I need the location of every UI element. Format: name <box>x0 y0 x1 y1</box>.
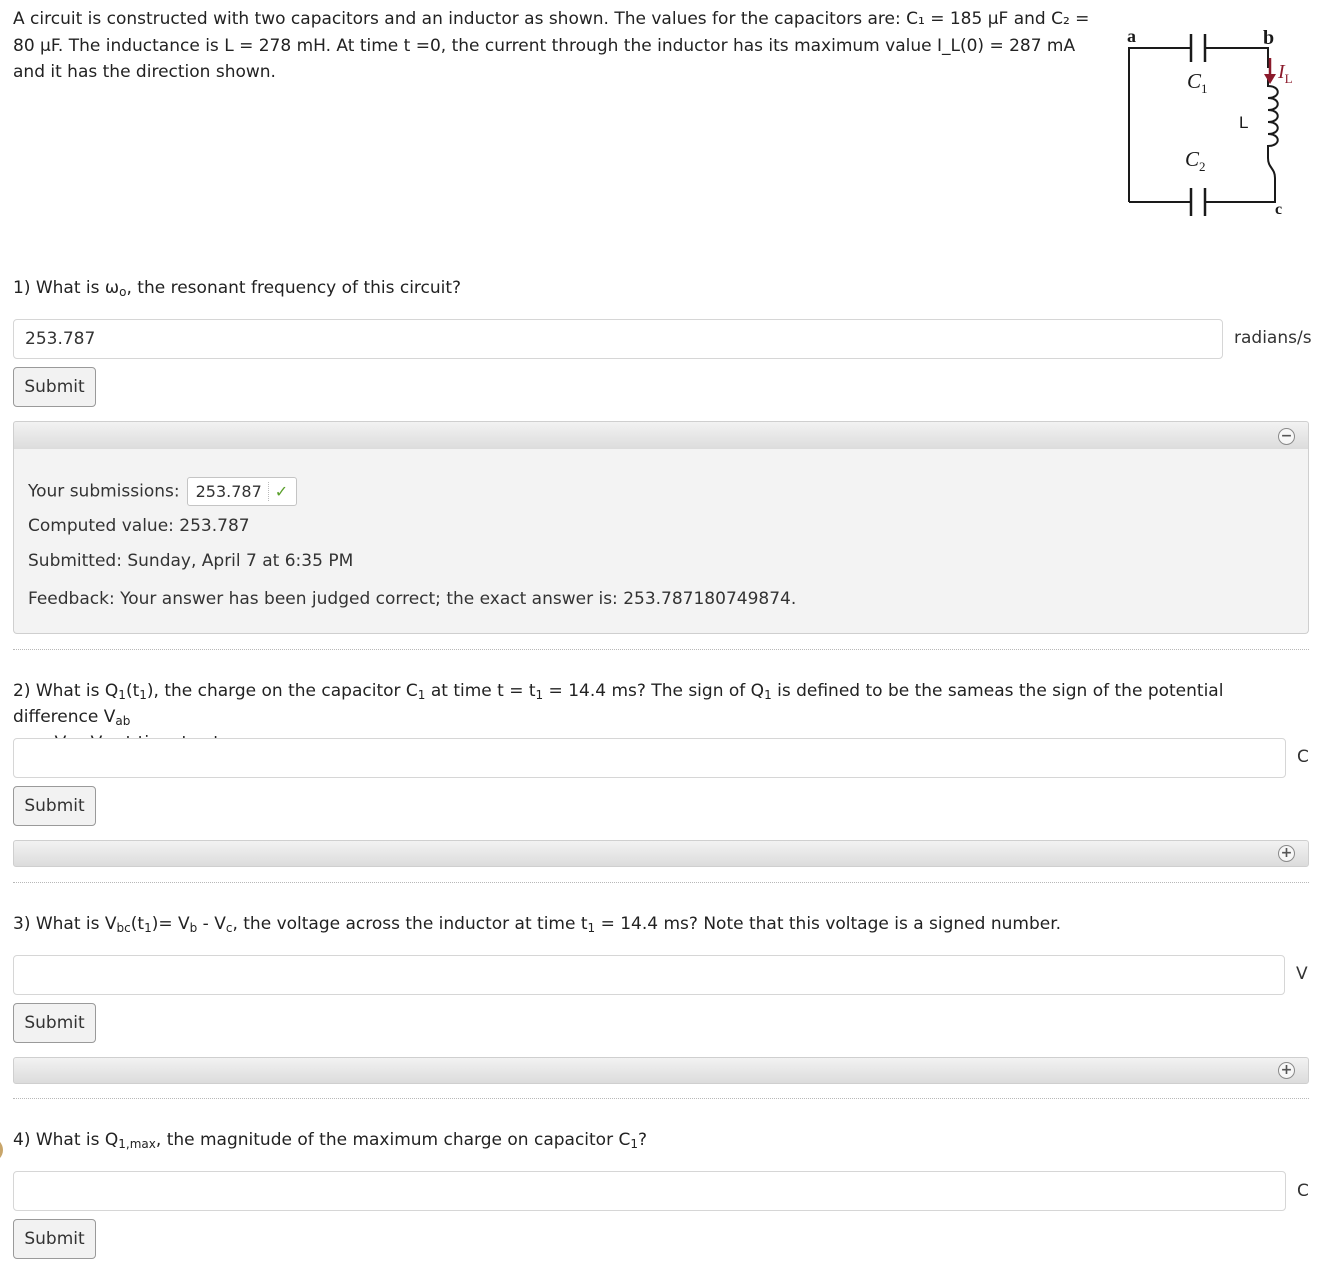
q4-submit-button[interactable]: Submit <box>13 1219 96 1259</box>
q1-unit: radians/s <box>1234 328 1312 348</box>
q1-submissions-panel <box>13 449 1309 634</box>
q3-text-part: (t <box>130 914 145 934</box>
q2-text-sub: 1 <box>764 688 772 702</box>
q4-unit: C <box>1297 1181 1309 1201</box>
q1-submissions-toggle-bar[interactable] <box>13 421 1309 450</box>
q2-submissions-toggle-bar[interactable] <box>13 840 1309 867</box>
expand-icon[interactable]: + <box>1278 845 1295 862</box>
current-label <box>1277 61 1293 86</box>
current-arrow-head <box>1264 74 1276 84</box>
submitted-timestamp: Submitted: Sunday, April 7 at 6:35 PM <box>28 551 354 571</box>
q2-text-sub: 1 <box>535 688 544 702</box>
collapse-icon[interactable]: − <box>1278 428 1295 445</box>
q4-text-sub: 1 <box>630 1137 638 1151</box>
q3-text-sub: 1 <box>144 921 152 935</box>
q4-text-part: 4) What is Q <box>13 1130 119 1150</box>
current-arrow <box>1264 58 1276 84</box>
problem-statement: A circuit is constructed with two capacitors and an inductor as shown. The values for the capacitors are: C₁ = 185 μF and C₂ = 80 μF. The inductance is L = 278 mH. At time t =0, the current through the inductor has its maximum value I_L(0) = 287 mA and it has the direction shown. <box>13 9 1090 82</box>
inductor-label: L <box>1239 113 1249 132</box>
q3-text-part: )= V <box>151 914 190 934</box>
q2-text-sub: ab <box>115 714 131 728</box>
q2-answer-input[interactable] <box>13 738 1286 778</box>
q3-text-sub: bc <box>116 921 131 935</box>
current-label-sub: L <box>1284 71 1293 86</box>
wire-top-left <box>1129 48 1191 54</box>
circuit-diagram <box>1111 18 1311 228</box>
current-label-main: I <box>1278 61 1285 83</box>
c2-label-sub: 2 <box>1199 159 1206 174</box>
feedback-text: Feedback: Your answer has been judged correct; the exact answer is: 253.787180749874. <box>28 589 797 609</box>
q3-text-sub: c <box>225 921 233 935</box>
q3-submissions-toggle-bar[interactable] <box>13 1057 1309 1084</box>
q2-text-part: = 14.4 ms? The sign of Q <box>543 681 765 701</box>
c1-label-main: C <box>1187 69 1202 93</box>
q1-text-part: 1) What is ω <box>13 278 120 298</box>
q3-text-part: - V <box>197 914 226 934</box>
q2-text-part: is defined to be the sameas the sign of the potential difference V <box>13 681 1224 727</box>
computed-value: Computed value: 253.787 <box>28 516 250 536</box>
q3-submit-button[interactable]: Submit <box>13 1003 96 1043</box>
submissions-label: Your submissions: <box>28 481 180 502</box>
q4-text-sub: 1,max <box>118 1137 156 1151</box>
submissions-line <box>28 477 297 506</box>
capacitor-c1-plates <box>1191 34 1205 62</box>
node-label-a: a <box>1127 26 1136 46</box>
q2-text-part: (t <box>125 681 140 701</box>
q3-text-part: 3) What is V <box>13 914 117 934</box>
expand-icon[interactable]: + <box>1278 1062 1295 1079</box>
capacitor-c2-label <box>1185 147 1206 174</box>
inductor-coil <box>1268 78 1278 178</box>
section-divider <box>13 882 1309 883</box>
q3-unit: V <box>1296 964 1308 984</box>
q3-text-sub: b <box>189 921 198 935</box>
q2-unit: C <box>1297 747 1309 767</box>
wire-bottom-right <box>1205 178 1275 202</box>
c1-label-sub: 1 <box>1201 81 1208 96</box>
check-icon: ✓ <box>268 482 288 501</box>
q2-text-part: ), the charge on the capacitor C <box>146 681 418 701</box>
q2-text-part: 2) What is Q <box>13 681 119 701</box>
capacitor-c1-label <box>1187 69 1208 96</box>
c2-label-main: C <box>1185 147 1200 171</box>
q2-text-sub: 1 <box>139 688 147 702</box>
question-4-text <box>13 1127 647 1153</box>
question-3-text <box>13 911 1061 937</box>
q3-text-part: , the voltage across the inductor at time t <box>232 914 588 934</box>
q3-text-sub: 1 <box>587 921 596 935</box>
submission-value: 253.787 <box>195 482 262 501</box>
question-1-text <box>13 275 461 301</box>
edge-widget-icon[interactable] <box>0 1138 3 1162</box>
q2-text-sub: 1 <box>417 688 426 702</box>
q2-submit-button[interactable]: Submit <box>13 786 96 826</box>
q3-answer-input[interactable] <box>13 955 1285 995</box>
section-divider <box>13 1098 1309 1099</box>
q2-text-sub: 1 <box>118 688 126 702</box>
section-divider <box>13 649 1309 650</box>
node-label-c: c <box>1275 201 1283 218</box>
submission-chip <box>187 477 298 506</box>
q1-text-part: , the resonant frequency of this circuit? <box>126 278 462 298</box>
q1-text-sub: o <box>119 285 127 299</box>
q3-text-part: = 14.4 ms? Note that this voltage is a signed number. <box>595 914 1062 934</box>
q4-text-part: ? <box>638 1130 648 1150</box>
capacitor-c2-plates <box>1191 188 1205 216</box>
q4-text-part: , the magnitude of the maximum charge on capacitor C <box>155 1130 631 1150</box>
circuit-wires <box>1129 48 1278 202</box>
q1-submit-button[interactable]: Submit <box>13 367 96 407</box>
q4-answer-input[interactable] <box>13 1171 1286 1211</box>
node-label-b: b <box>1263 27 1275 49</box>
q2-text-part: at time t = t <box>425 681 536 701</box>
wire-top-right <box>1205 48 1268 68</box>
q1-answer-input[interactable] <box>13 319 1223 359</box>
